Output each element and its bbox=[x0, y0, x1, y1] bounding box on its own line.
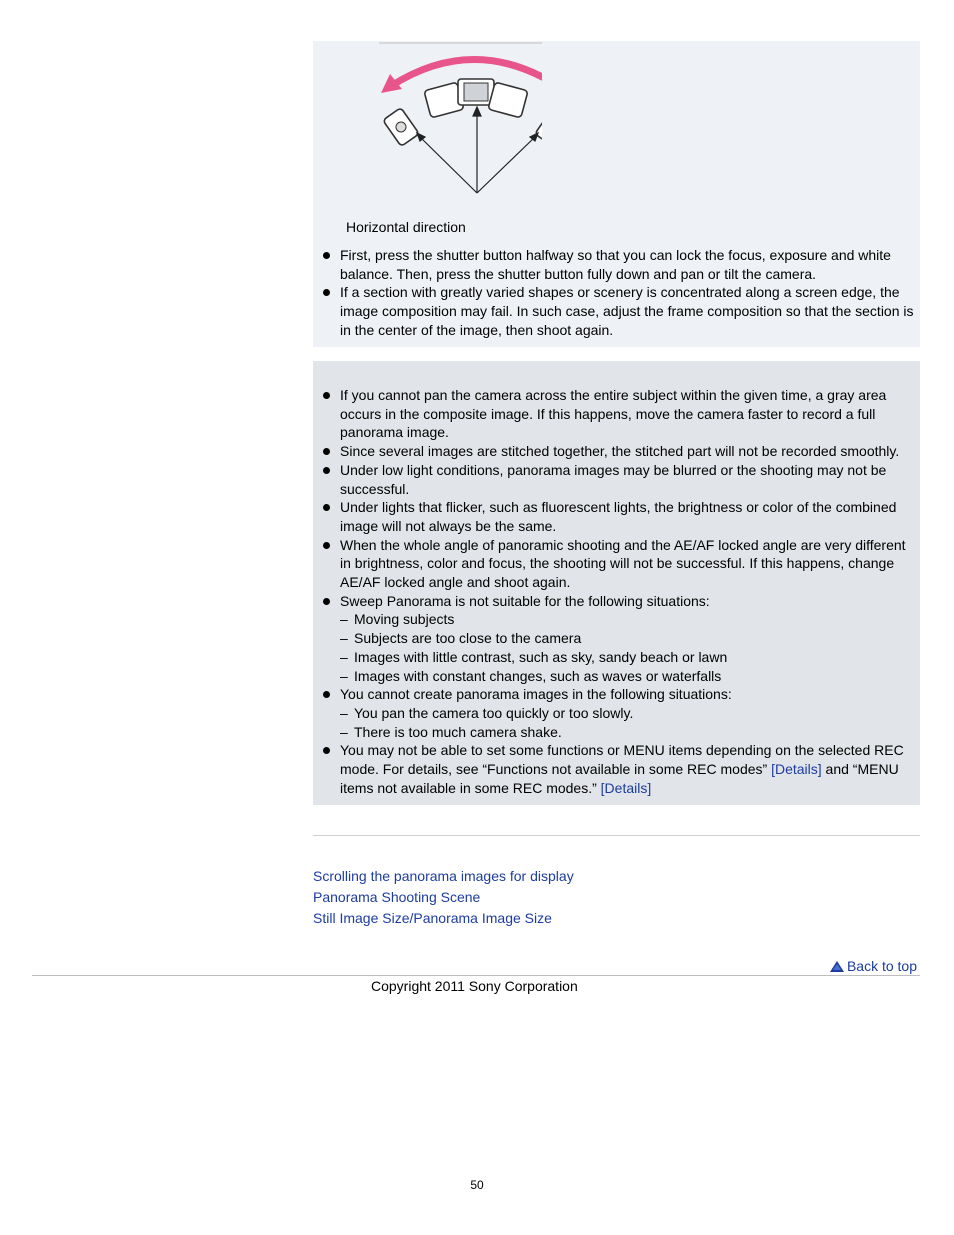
details-link-functions[interactable]: [Details] bbox=[771, 761, 822, 778]
list-item: Under lights that flicker, such as fluorescent lights, the brightness or color of the combined image will not always be the same. bbox=[313, 498, 920, 535]
list-item: Since several images are stitched together, the stitched part will not be recorded smoothly. bbox=[313, 442, 920, 461]
list-item bbox=[313, 908, 574, 929]
tips-list bbox=[313, 246, 920, 340]
list-item: Under low light conditions, panorama images may be blurred or the shooting may not be successful. bbox=[313, 461, 920, 498]
list-item bbox=[313, 685, 920, 741]
sub-list-item: – Images with little contrast, such as sky, sandy beach or lawn bbox=[340, 648, 914, 667]
notes-panel bbox=[313, 361, 920, 805]
tips-panel bbox=[313, 41, 920, 347]
functions-text-1: You may not be able to set some functions or MENU items depending on the selected REC mode. For details, see “Functions not available in some REC modes” bbox=[340, 742, 904, 778]
back-to-top-link[interactable] bbox=[830, 957, 917, 975]
cannot-create-list bbox=[340, 704, 914, 741]
list-item bbox=[313, 741, 920, 797]
page-number: 50 bbox=[470, 1178, 484, 1192]
functions-text-2: and “MENU items not available in some REC modes.” bbox=[340, 761, 899, 796]
footer-divider bbox=[32, 975, 920, 976]
figure-caption: Horizontal direction bbox=[346, 219, 466, 235]
related-link-panorama-shooting-scene[interactable]: Panorama Shooting Scene bbox=[313, 889, 481, 905]
unsuitable-situations-text: Sweep Panorama is not suitable for the following situations: bbox=[340, 592, 710, 609]
panorama-direction-illustration bbox=[346, 41, 542, 203]
list-item: First, press the shutter button halfway so that you can lock the focus, exposure and white balance. Then, press the shutter button fully down and pan or tilt the camera. bbox=[313, 246, 920, 283]
sub-list-item: – There is too much camera shake. bbox=[340, 723, 914, 742]
sub-list-item: – Subjects are too close to the camera bbox=[340, 629, 914, 648]
list-item: When the whole angle of panoramic shooting and the AE/AF locked angle are very different in brightness, color and focus, the shooting will not be successful. If this happens, change AE/AF locked angle and shoot again. bbox=[313, 536, 920, 592]
list-item: If a section with greatly varied shapes or scenery is concentrated along a screen edge, the image composition may fail. In such case, adjust the frame composition so that the section is in the center of the image, then shoot again. bbox=[313, 283, 920, 339]
list-item bbox=[313, 592, 920, 686]
back-to-top-label: Back to top bbox=[846, 958, 917, 974]
related-topics-list bbox=[313, 866, 574, 929]
unsuitable-situations-list bbox=[340, 610, 914, 685]
sub-list-item: – Images with constant changes, such as waves or waterfalls bbox=[340, 667, 914, 686]
cannot-create-text: You cannot create panorama images in the following situations: bbox=[340, 686, 732, 703]
related-link-image-size[interactable]: Still Image Size/Panorama Image Size bbox=[313, 910, 552, 926]
details-link-menu-items[interactable]: [Details] bbox=[600, 779, 652, 796]
triangle-up-icon bbox=[830, 961, 844, 972]
sub-list-item: – You pan the camera too quickly or too slowly. bbox=[340, 704, 914, 723]
related-divider bbox=[313, 835, 920, 836]
sub-list-item: – Moving subjects bbox=[340, 610, 914, 629]
related-link-scrolling-panorama[interactable]: Scrolling the panorama images for display bbox=[313, 868, 574, 884]
copyright: Copyright 2011 Sony Corporation bbox=[371, 978, 578, 994]
notes-list bbox=[313, 386, 920, 797]
list-item bbox=[313, 866, 574, 887]
list-item bbox=[313, 887, 574, 908]
list-item: If you cannot pan the camera across the entire subject within the given time, a gray area occurs in the composite image. If this happens, move the camera faster to record a full panorama image. bbox=[313, 386, 920, 442]
